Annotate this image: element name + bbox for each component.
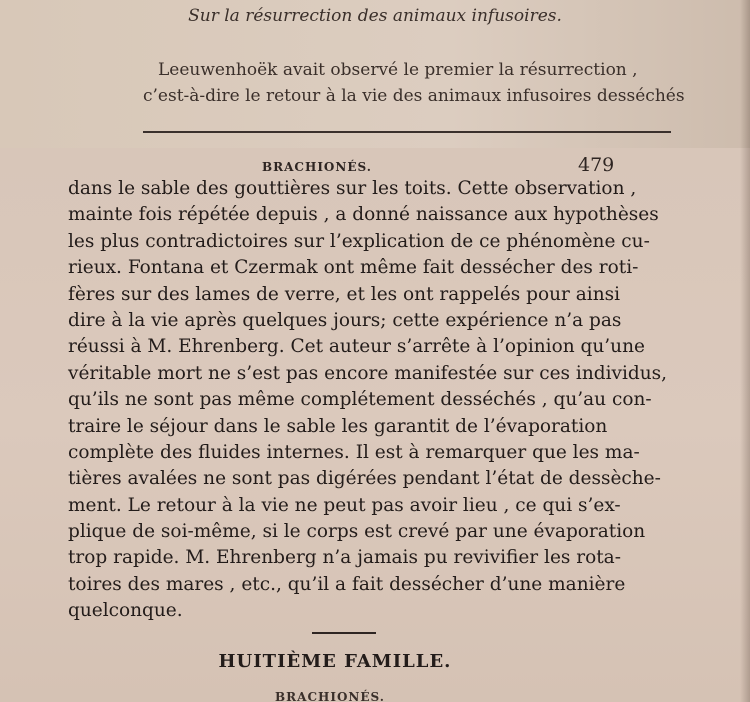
- section-subhead: BRACHIONÉS.: [275, 690, 385, 702]
- section-divider: [312, 632, 376, 634]
- body-line: fères sur des lames de verre, et les ont rappelés pour ainsi: [68, 283, 621, 305]
- fragment-heading: Sur la résurrection des animaux infusoires.: [188, 6, 562, 26]
- fragment-line: Leeuwenhoëk avait observé le premier la résurrection ,: [158, 60, 638, 80]
- body-text: [68, 176, 668, 625]
- running-head: BRACHIONÉS.: [262, 160, 372, 174]
- fragment-rule: [143, 131, 671, 133]
- body-line: dans le sable des gouttières sur les toits. Cette observation ,: [68, 178, 637, 199]
- previous-page-fragment: [0, 0, 750, 148]
- body-line: quelconque.: [68, 600, 183, 622]
- body-line: dire à la vie après quelques jours; cette expérience n’a pas: [68, 309, 622, 331]
- body-line: rieux. Fontana et Czermak ont même fait dessécher des roti-: [68, 257, 639, 279]
- book-page: [0, 148, 750, 702]
- body-line: toires des mares , etc., qu’il a fait dessécher d’une manière: [68, 573, 626, 595]
- body-line: réussi à M. Ehrenberg. Cet auteur s’arrête à l’opinion qu’une: [68, 336, 645, 358]
- body-line: tières avalées ne sont pas digérées pendant l’état de dessèche-: [68, 468, 661, 490]
- section-title: HUITIÈME FAMILLE.: [218, 651, 452, 672]
- body-line: les plus contradictoires sur l’explication de ce phénomène cu-: [68, 230, 650, 252]
- body-line: traire le séjour dans le sable les garantit de l’évaporation: [68, 415, 608, 437]
- body-line: plique de soi-même, si le corps est crevé par une évaporation: [68, 521, 646, 543]
- body-line: mainte fois répétée depuis , a donné naissance aux hypothèses: [68, 204, 659, 226]
- fragment-line: c’est-à-dire le retour à la vie des animaux infusoires desséchés: [143, 86, 685, 106]
- body-line: ment. Le retour à la vie ne peut pas avoir lieu , ce qui s’ex-: [68, 494, 621, 516]
- body-line: qu’ils ne sont pas même complétement desséchés , qu’au con-: [68, 389, 652, 411]
- page-edge-shadow: [740, 0, 750, 702]
- body-line: véritable mort ne s’est pas encore manifestée sur ces individus,: [68, 362, 668, 384]
- body-line: trop rapide. M. Ehrenberg n’a jamais pu revivifier les rota-: [68, 547, 621, 569]
- page-number: 479: [578, 154, 615, 176]
- body-line: complète des fluides internes. Il est à remarquer que les ma-: [68, 441, 640, 463]
